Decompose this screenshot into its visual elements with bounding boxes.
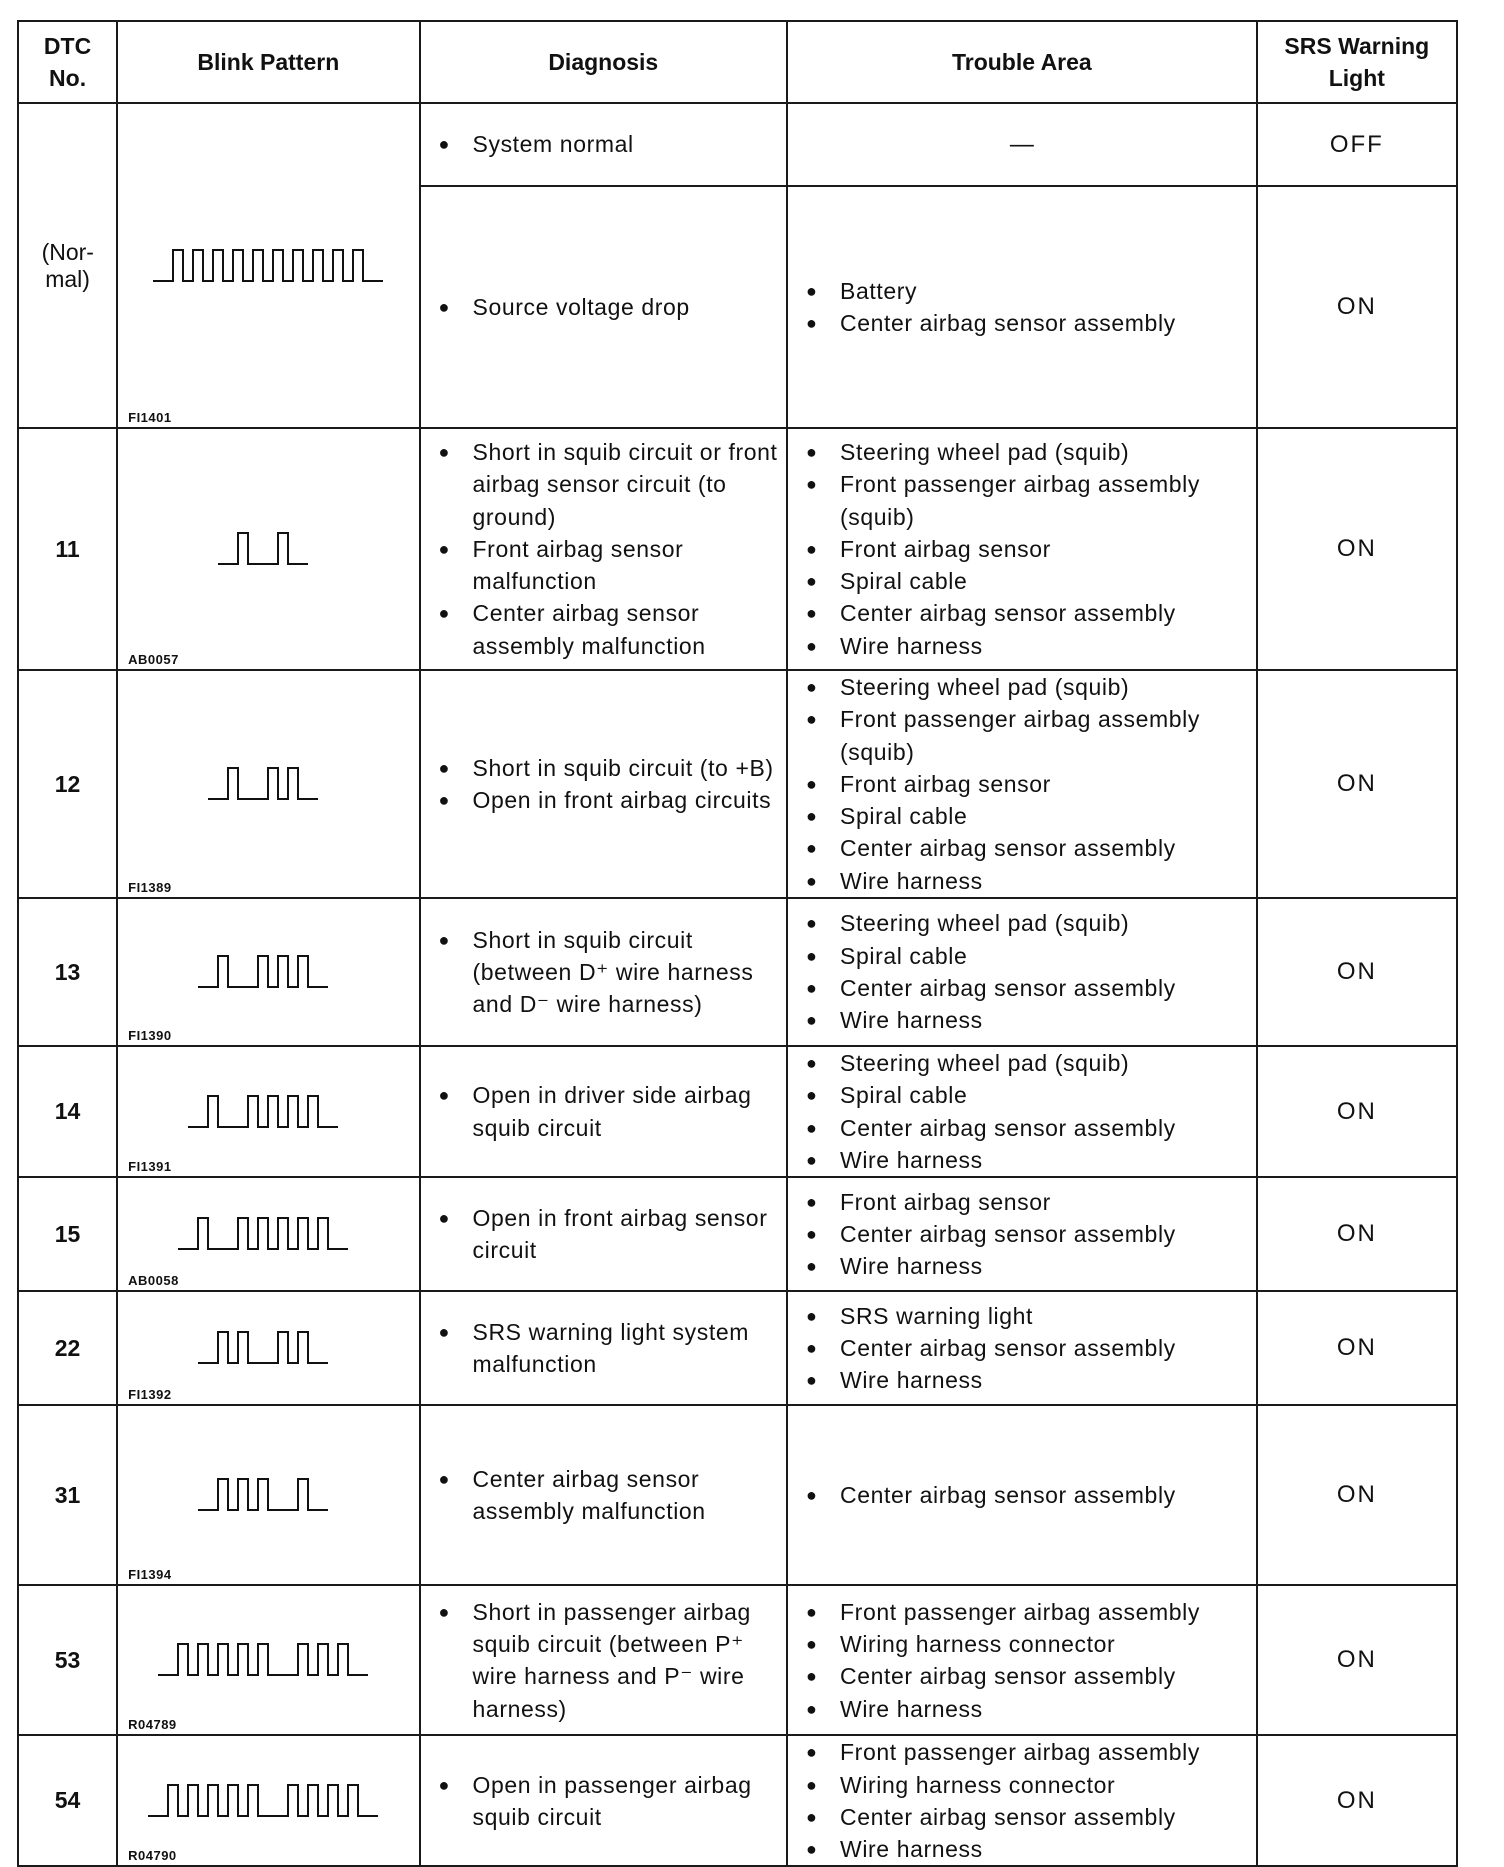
figure-id: FI1391 xyxy=(128,1159,172,1175)
dtc-number-label: 15 xyxy=(54,1220,81,1247)
blink-pattern-cell xyxy=(117,428,419,670)
dtc-number-label: (Nor-mal) xyxy=(41,238,94,292)
trouble-area-cell xyxy=(787,186,1257,428)
blink-waveform xyxy=(218,530,318,568)
figure-id: FI1389 xyxy=(128,880,172,896)
diagnosis-cell xyxy=(420,898,788,1046)
trouble-area-list-item: ● Center airbag sensor assembly xyxy=(806,1332,1250,1364)
blink-waveform-line xyxy=(148,1785,378,1816)
diagnosis-cell xyxy=(420,186,788,428)
diagnosis-cell xyxy=(420,1735,788,1866)
figure-id: FI1390 xyxy=(128,1028,172,1044)
figure-id: AB0058 xyxy=(128,1273,179,1289)
blink-pattern-cell xyxy=(117,1291,419,1405)
trouble-area-list-item: ● Front airbag sensor xyxy=(806,533,1250,565)
srs-warning-light-status: ON xyxy=(1257,1046,1457,1177)
figure-id: FI1394 xyxy=(128,1567,172,1583)
blink-waveform xyxy=(198,1476,338,1514)
blink-waveform xyxy=(153,247,383,285)
trouble-area-list-item: ● Center airbag sensor assembly xyxy=(806,307,1250,339)
diagnosis-list xyxy=(421,128,787,160)
blink-waveform-line xyxy=(198,1479,328,1510)
figure-id: FI1401 xyxy=(128,410,172,425)
diagnosis-cell xyxy=(420,670,788,898)
trouble-area-cell xyxy=(787,1046,1257,1177)
trouble-area-list-item: ● Center airbag sensor assembly xyxy=(806,1479,1250,1511)
figure-id: FI1392 xyxy=(128,1387,172,1403)
blink-waveform-line xyxy=(188,1096,338,1127)
trouble-area-list-item: ● Steering wheel pad (squib) xyxy=(806,436,1250,468)
trouble-area-list-item: ● Front passenger airbag assembly (squib) xyxy=(806,703,1250,768)
trouble-area-cell: — xyxy=(787,103,1257,186)
trouble-area-list-item: ● Center airbag sensor assembly xyxy=(806,1112,1250,1144)
srs-warning-light-status: ON xyxy=(1257,1291,1457,1405)
dtc-number xyxy=(18,1405,117,1585)
diagnosis-list-item: ● Short in squib circuit or front airbag sensor circuit (to ground) xyxy=(439,436,781,533)
blink-pattern-cell xyxy=(117,103,419,428)
trouble-area-list xyxy=(788,907,1256,1036)
blink-waveform-line xyxy=(198,1332,328,1363)
diagnosis-cell xyxy=(420,1177,788,1291)
blink-pattern-cell xyxy=(117,1177,419,1291)
diagnosis-list xyxy=(421,1769,787,1834)
trouble-area-list-item: ● Wire harness xyxy=(806,1833,1250,1865)
blink-waveform-line xyxy=(158,1644,368,1675)
trouble-area-cell xyxy=(787,898,1257,1046)
trouble-area-list xyxy=(788,1736,1256,1865)
blink-waveform xyxy=(188,1093,348,1131)
diagnosis-list xyxy=(421,1316,787,1381)
trouble-area-list-item: ● Battery xyxy=(806,275,1250,307)
dtc-number xyxy=(18,1291,117,1405)
diagnosis-cell xyxy=(420,1405,788,1585)
diagnosis-cell xyxy=(420,428,788,670)
diagnosis-list-item: ● Open in front airbag sensor circuit xyxy=(439,1202,781,1267)
trouble-area-cell xyxy=(787,1585,1257,1735)
blink-pattern-cell xyxy=(117,1585,419,1735)
trouble-area-list-item: ● Wire harness xyxy=(806,1144,1250,1176)
diagnosis-list xyxy=(421,436,787,662)
table-row xyxy=(18,1405,1457,1585)
diagnosis-list xyxy=(421,924,787,1021)
header-row xyxy=(18,21,1457,103)
dtc-number-label: 31 xyxy=(54,1481,81,1508)
table-row xyxy=(18,428,1457,670)
header-trouble-area: Trouble Area xyxy=(787,21,1257,103)
trouble-area-list-item: ● Front airbag sensor xyxy=(806,1186,1250,1218)
diagnosis-list xyxy=(421,1202,787,1267)
dtc-number-label: 14 xyxy=(54,1098,81,1125)
header-srs-warning-light xyxy=(1257,21,1457,103)
diagnosis-list-item: ● Open in driver side airbag squib circuit xyxy=(439,1079,781,1144)
trouble-area-list-item: ● Front passenger airbag assembly xyxy=(806,1596,1250,1628)
trouble-area-list-item: ● Center airbag sensor assembly xyxy=(806,1218,1250,1250)
blink-waveform-line xyxy=(208,768,318,799)
table-row xyxy=(18,1046,1457,1177)
trouble-area-list-item: ● Wire harness xyxy=(806,1693,1250,1725)
trouble-area-list-item: ● Front passenger airbag assembly xyxy=(806,1736,1250,1768)
trouble-area-list-item: ● Center airbag sensor assembly xyxy=(806,1801,1250,1833)
trouble-area-cell xyxy=(787,1177,1257,1291)
trouble-area-list-item: ● Wire harness xyxy=(806,1004,1250,1036)
trouble-area-list-item: ● Steering wheel pad (squib) xyxy=(806,671,1250,703)
trouble-area-cell xyxy=(787,1405,1257,1585)
dtc-number-label: 54 xyxy=(54,1787,81,1814)
trouble-area-list-item: ● Wire harness xyxy=(806,1364,1250,1396)
table-row xyxy=(18,1585,1457,1735)
table-row xyxy=(18,670,1457,898)
blink-waveform-line xyxy=(153,250,383,281)
trouble-area-list-item: ● SRS warning light xyxy=(806,1300,1250,1332)
diagnosis-list-item: ● Short in squib circuit (between D⁺ wire harness and D⁻ wire harness) xyxy=(439,924,781,1021)
diagnosis-list xyxy=(421,1079,787,1144)
diagnosis-list-item: ● System normal xyxy=(439,128,781,160)
trouble-area-cell xyxy=(787,1291,1257,1405)
diagnosis-cell xyxy=(420,103,788,186)
trouble-area-list-item: ● Front airbag sensor xyxy=(806,768,1250,800)
trouble-area-list-item: ● Wire harness xyxy=(806,1250,1250,1282)
srs-warning-light-status: ON xyxy=(1257,428,1457,670)
figure-id: AB0057 xyxy=(128,652,179,667)
blink-waveform xyxy=(198,1329,338,1367)
dtc-number xyxy=(18,1046,117,1177)
trouble-area-list xyxy=(788,275,1256,340)
dtc-number-label: 13 xyxy=(54,958,81,985)
trouble-area-list-item: ● Steering wheel pad (squib) xyxy=(806,907,1250,939)
srs-warning-light-status: ON xyxy=(1257,1585,1457,1735)
blink-waveform-line xyxy=(198,956,328,987)
trouble-area-list-item: ● Wiring harness connector xyxy=(806,1628,1250,1660)
dtc-number xyxy=(18,1585,117,1735)
header-dtc-no-label: DTC No. xyxy=(43,33,92,91)
trouble-area-list-item: ● Center airbag sensor assembly xyxy=(806,1660,1250,1692)
table-row xyxy=(18,1177,1457,1291)
trouble-area-list-item: ● Center airbag sensor assembly xyxy=(806,597,1250,629)
trouble-area-list xyxy=(788,1186,1256,1283)
srs-warning-light-status: ON xyxy=(1257,1735,1457,1866)
diagnosis-list xyxy=(421,1596,787,1725)
blink-waveform-line xyxy=(178,1218,348,1249)
dtc-number xyxy=(18,1177,117,1291)
trouble-area-cell xyxy=(787,1735,1257,1866)
blink-pattern-cell xyxy=(117,670,419,898)
table-row xyxy=(18,898,1457,1046)
diagnosis-list-item: ● Source voltage drop xyxy=(439,291,781,323)
trouble-area-list xyxy=(788,671,1256,897)
trouble-area-list xyxy=(788,1596,1256,1725)
diagnosis-list-item: ● Open in front airbag circuits xyxy=(439,784,781,816)
trouble-area-list-item: ● Steering wheel pad (squib) xyxy=(806,1047,1250,1079)
header-diagnosis: Diagnosis xyxy=(420,21,788,103)
blink-pattern-cell xyxy=(117,1405,419,1585)
trouble-area-list-item: ● Spiral cable xyxy=(806,565,1250,597)
srs-warning-light-status: OFF xyxy=(1257,103,1457,186)
trouble-area-list-item: ● Center airbag sensor assembly xyxy=(806,832,1250,864)
srs-warning-light-status: ON xyxy=(1257,1177,1457,1291)
trouble-area-list xyxy=(788,1047,1256,1176)
dtc-number-label: 12 xyxy=(54,770,81,797)
diagnosis-list-item: ● Short in squib circuit (to +B) xyxy=(439,752,781,784)
srs-warning-light-status: ON xyxy=(1257,670,1457,898)
srs-warning-light-status: ON xyxy=(1257,186,1457,428)
trouble-area-list-item: ● Wire harness xyxy=(806,865,1250,897)
diagnosis-list-item: ● Center airbag sensor assembly malfunction xyxy=(439,597,781,662)
diagnosis-list xyxy=(421,291,787,323)
srs-warning-light-status: ON xyxy=(1257,1405,1457,1585)
trouble-area-list-item: ● Wiring harness connector xyxy=(806,1769,1250,1801)
dtc-number-label: 22 xyxy=(54,1334,81,1361)
dtc-number xyxy=(18,898,117,1046)
blink-waveform xyxy=(158,1641,378,1679)
trouble-area-list-item: ● Spiral cable xyxy=(806,940,1250,972)
table-body xyxy=(18,103,1457,1866)
diagnosis-list-item: ● Center airbag sensor assembly malfunction xyxy=(439,1463,781,1528)
trouble-area-list-item: ● Front passenger airbag assembly (squib) xyxy=(806,468,1250,533)
blink-waveform xyxy=(208,765,328,803)
dtc-number xyxy=(18,670,117,898)
trouble-area-list-item: ● Spiral cable xyxy=(806,800,1250,832)
dtc-number xyxy=(18,428,117,670)
diagnosis-list-item: ● Short in passenger airbag squib circuit (between P⁺ wire harness and P⁻ wire harness) xyxy=(439,1596,781,1725)
dtc-number-label: 53 xyxy=(54,1646,81,1673)
header-dtc-no xyxy=(18,21,117,103)
diagnosis-cell xyxy=(420,1046,788,1177)
table-row xyxy=(18,1291,1457,1405)
dtc-number xyxy=(18,103,117,428)
figure-id: R04789 xyxy=(128,1717,177,1733)
blink-pattern-cell xyxy=(117,1046,419,1177)
diagnosis-list-item: ● Open in passenger airbag squib circuit xyxy=(439,1769,781,1834)
trouble-area-list xyxy=(788,436,1256,662)
blink-pattern-cell xyxy=(117,898,419,1046)
figure-id: R04790 xyxy=(128,1848,177,1864)
diagnosis-list xyxy=(421,1463,787,1528)
dtc-table xyxy=(17,20,1458,1867)
diagnosis-cell xyxy=(420,1585,788,1735)
blink-waveform-line xyxy=(218,533,308,564)
diagnosis-list-item: ● Front airbag sensor malfunction xyxy=(439,533,781,598)
trouble-area-cell xyxy=(787,670,1257,898)
trouble-area-list-item: ● Center airbag sensor assembly xyxy=(806,972,1250,1004)
blink-waveform xyxy=(178,1215,358,1253)
header-blink-pattern: Blink Pattern xyxy=(117,21,419,103)
diagnosis-cell xyxy=(420,1291,788,1405)
trouble-area-list xyxy=(788,1479,1256,1511)
header-srs-warning-light-label: SRS Warning Light xyxy=(1284,33,1430,91)
srs-warning-light-status: ON xyxy=(1257,898,1457,1046)
diagnosis-list-item: ● SRS warning light system malfunction xyxy=(439,1316,781,1381)
trouble-area-list-item: ● Wire harness xyxy=(806,630,1250,662)
diagnosis-list xyxy=(421,752,787,817)
blink-waveform xyxy=(198,953,338,991)
blink-pattern-cell xyxy=(117,1735,419,1866)
blink-waveform xyxy=(148,1782,388,1820)
trouble-area-list-item: ● Spiral cable xyxy=(806,1079,1250,1111)
table-row xyxy=(18,1735,1457,1866)
trouble-area-cell xyxy=(787,428,1257,670)
trouble-area-list xyxy=(788,1300,1256,1397)
table-row xyxy=(18,103,1457,186)
dtc-number-label: 11 xyxy=(55,535,80,562)
dtc-number xyxy=(18,1735,117,1866)
